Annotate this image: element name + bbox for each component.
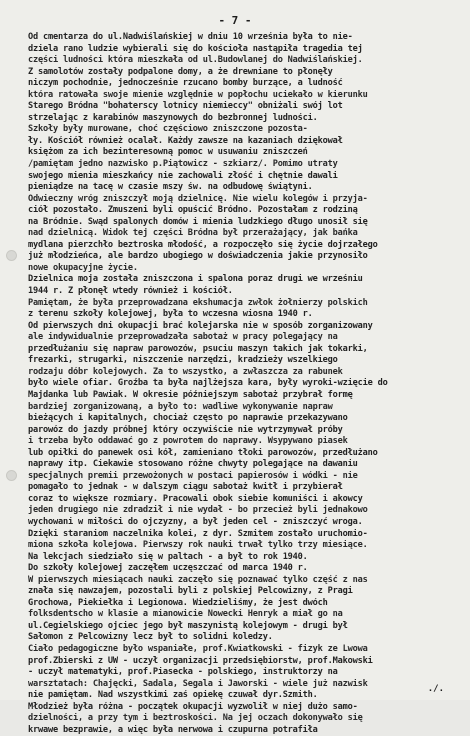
text-line: niczym pochodnie, jednocześnie rzucano bomby burzące, a ludność [28,78,343,89]
text-line: Grochowa, Piekiełka i Legionowa. Wiedzieliśmy, że jest dwóch [28,597,328,608]
text-line: ły. Kościół również ocalał. Każdy zawsze na kazaniach dziękował [28,135,343,146]
text-line: już młodzieńca, ale bardzo ubogiego w doświadczenia jakie przynosiło [28,251,368,262]
text-line: frezarki, strugarki, niszczenie narzędzi, kradzieży wszelkiego [28,355,338,366]
text-line: dzielności, a przy tym i beztroskości. Na jej oczach dokonywało się [28,713,363,724]
text-line: znała się nawzajem, pozostali byli z polskiej Pelcowizny, z Pragi [28,586,353,597]
text-line: lub opiłki do panewek osi kół, zamieniano tłoki parowozów, przedłużano [28,447,378,458]
text-line: Dzielnica moja została zniszczona i spalona poraz drugi we wrześniu [28,274,363,285]
text-line: jeden drugiego nie zdradził i nie wydał - bo przecież byli jednakowo [28,505,368,516]
text-line: ul.Cegielskiego ojciec jego był maszynistą kolejowym - drugi był [28,620,348,631]
text-line: krwawe bezprawie, a więc była nerwowa i czupurna potrafiła [28,724,318,735]
text-line: z terenu szkoły kolejowej, była to wczesna wiosna 1940 r. [28,309,313,320]
text-line: Szkoły były murowane, choć częściowo zniszczone pozosta- [28,124,308,135]
text-line: Ciało pedagogiczne było wspaniałe, prof.Kwiatkowski - fizyk ze Lwowa [28,643,368,654]
text-line: było wiele ofiar. Groźba ta była najlżejsza kara, były wyroki-wzięcie do [28,378,388,389]
text-line: parowóz do jazdy próbnej który oczywiście nie wytrzymywał próby [28,424,343,435]
typewritten-text-body [28,32,448,736]
text-line: prof.Zbierski z UW - uczył organizacji przedsiębiorstw, prof.Makowski [28,655,373,666]
text-line: części ludności która mieszkała od ul.Budowlanej do Nadwiślańskiej. [28,55,363,66]
text-line: nad dzielnicą. Widok tej części Bródna był przerażający, jak bańka [28,228,358,239]
text-line: bardziej zorganizowaną, a było to: wadliwe wykonywanie napraw [28,401,333,412]
text-line: warsztatach: Chajęcki, Sadala, Segala i Jaworski - wiele już nazwisk [28,678,368,689]
text-line: Odwieczny wróg zniszczył moją dzielnicę. Nie wielu kolegów i przyja- [28,193,368,204]
text-line: i trzeba było oddawać go z powrotem do naprawy. Wsypywano piasek [28,436,348,447]
text-line: Dzięki staraniom naczelnika kolei, z dyr. Szmitem zostało uruchomio- [28,528,368,539]
text-line: pieniądze na tacę w czasie mszy św. na odbudowę świątyni. [28,182,313,193]
text-line: nowe okupacyjne życie. [28,262,138,273]
text-line: bieżących i kapitalnych, chociaż często po naprawie przekazywano [28,413,348,424]
text-line: specjalnych premii przewożonych w postaci papierosów i wódki - nie [28,470,358,481]
text-line: nie pamiętam. Nad wszystkimi zaś opiekę czuwał dyr.Szmith. [28,690,318,701]
text-line: księżom za ich bezinteresowną pomoc w usuwaniu zniszczeń [28,147,308,158]
text-line: Do szkoły kolejowej zaczęłem uczęszczać od marca 1940 r. [28,563,308,574]
text-line: rodzaju dóbr kolejowych. Za to wszystko, a zwłaszcza za rabunek [28,366,343,377]
text-line: dziela rano ludzie wybierali się do kościoła nastąpiła tragedia tej [28,43,363,54]
text-line: Od cmentarza do ul.Nadwiślańskiej w dniu 10 września była to nie- [28,32,353,42]
text-line: Sałomon z Pelcowizny lecz był to solidni koledzy. [28,632,273,643]
text-line: Od pierwszych dni okupacji brać kolejarska nie w sposób zorganizowany [28,320,373,331]
text-line: mydlana pierzchło beztroska młodość, a rozpoczęło się życie dojrzałego [28,239,378,250]
text-line: ale indywidualnie przeprowadzała sabotaż w pracy polegający na [28,332,338,343]
text-line: Pamiętam, że była przeprowadzana ekshumacja zwłok żołnierzy polskich [28,297,368,308]
text-line: - uczył matematyki, prof.Piasecka - polskiego, instruktorzy na [28,667,338,678]
text-line: /pamiętam jedno nazwisko p.Piątowicz - szkiarz/. Pomimo utraty [28,159,338,170]
text-line: strzelając z karabinów maszynowych do bezbronnej ludności. [28,112,318,123]
text-line: Z samolotów zostały podpalone domy, a że drewniane to płonęły [28,66,333,77]
page-number: - 7 - [218,14,252,27]
text-line: W pierwszych miesiącach nauki zaczęło się poznawać tylko część z nas [28,574,368,585]
text-line: Na lekcjach siedziało się w paltach - a był to rok 1940. [28,551,308,562]
text-line: Majdanka lub Pawiak. W okresie późniejszym sabotaż przybrał formę [28,389,353,400]
text-line: miona szkoła kolejowa. Pierwszy rok nauki trwał tylko trzy miesiące. [28,540,368,551]
text-line: ciół pozostało. Zmuszeni byli opuścić Bródno. Pozostałam z rodziną [28,205,358,216]
text-line: na Bródnie. Swąd spalonych domów i mienia ludzkiego długo unosił się [28,216,368,227]
text-line: która ratowała swoje mienie względnie w popłochu uciekało w kierunku [28,89,368,100]
text-line: coraz to większe rozmiary. Pracowali obok siebie komuniści i akowcy [28,493,363,504]
text-line: pomagało to jednak - w dalszym ciągu sabotaż kwitł i przybierał [28,482,343,493]
text-line: folksdentscho w klasie a mianowicie Nowecki Henryk a miał go na [28,609,343,620]
text-line: Starego Bródna "bohaterscy lotnicy niemieccy" obniżali swój lot [28,101,343,112]
text-line: naprawy itp. Ciekawie stosowano różne chwyty polegające na dawaniu [28,459,358,470]
text-line: swojego mienia mieszkańcy nie zachowali złość i chętnie dawali [28,170,338,181]
text-line: przedłużaniu się napraw parowozów, psuciu maszyn takich jak tokarki, [28,343,368,354]
text-line: 1944 r. Z płonęł wtedy również i kościół. [28,286,233,297]
continuation-mark: ./. [427,684,444,694]
punch-hole-mark [6,470,17,481]
text-line: Młodzież była różna - początek okupacji wyzwolił w niej dużo samo- [28,701,358,712]
punch-hole-mark [6,250,17,261]
text-line: wychowani w miłości do ojczyzny, a był jeden cel - zniszczyć wroga. [28,516,363,527]
